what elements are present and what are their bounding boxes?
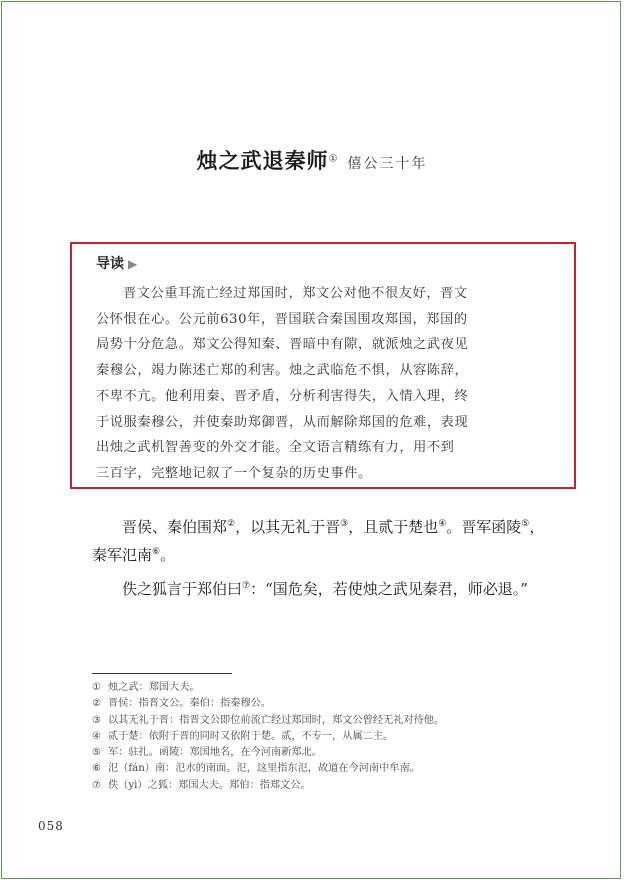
guide-line: 公怀恨在心。公元前630年，晋国联合秦国围攻郑国，郑国的 [96, 311, 468, 327]
guide-heading [96, 253, 137, 273]
main-text [92, 512, 562, 602]
guide-line: 局势十分危急。郑文公得知秦、晋暗中有隙，就派烛之武夜见 [96, 337, 469, 353]
footnote-text: 贰于楚：依附于晋的同时又依附于楚。贰，不专一，从属二主。 [108, 730, 394, 742]
footnote-number: ⑥ [92, 763, 102, 775]
footnote-item [92, 729, 562, 745]
guide-line: 于说服秦穆公，并使秦助郑御晋，从而解除郑国的危难，表现 [96, 414, 469, 430]
page-number: 058 [38, 819, 64, 833]
text-segment: ， [529, 518, 545, 536]
footnote-ref: ⑥ [152, 547, 161, 557]
footnote-item [92, 761, 562, 777]
guide-text [96, 281, 554, 487]
paragraph-1-line-2 [92, 540, 562, 568]
text-segment: 。 [160, 546, 176, 564]
footnote-number: ⑦ [92, 779, 102, 791]
text-segment: ：“国危矣，若使烛之武见秦君，师必退。” [250, 580, 528, 598]
paragraph-2 [92, 574, 562, 602]
footnote-item [92, 778, 562, 794]
guide-line: 秦穆公，竭力陈述亡郑的利害。烛之武临危不惧，从容陈辞， [96, 363, 469, 379]
footnote-text: 烛之武：郑国大夫。 [108, 682, 200, 693]
footnote-item [92, 745, 562, 761]
page-frame [1, 1, 621, 879]
page-title: 烛之武退秦师 [196, 148, 329, 173]
footnote-ref: ⑤ [521, 519, 530, 529]
title-footnote-mark: ① [328, 153, 338, 165]
footnote-number: ② [92, 698, 102, 710]
text-segment: ，且贰于楚也 [348, 518, 439, 536]
footnote-item [92, 680, 562, 696]
text-segment: 秦军氾南 [92, 546, 153, 564]
text-segment: 佚之狐言于郑伯曰 [122, 580, 243, 598]
footnote-text: 晋侯：指晋文公。秦伯：指秦穆公。 [108, 698, 271, 710]
paragraph-1-line-1 [92, 512, 562, 540]
play-arrow-icon: ▶ [128, 257, 138, 271]
footnote-number: ⑤ [92, 747, 102, 759]
guide-box [70, 242, 576, 489]
footnote-number: ③ [92, 714, 102, 726]
footnote-ref: ⑦ [242, 581, 251, 591]
guide-line: 出烛之武机智善变的外交才能。全文语言精练有力，用不到 [96, 440, 455, 456]
footnote-ref: ③ [340, 519, 349, 529]
footnote-text: 佚（yì）之狐：郑国大夫。郑伯：指郑文公。 [108, 779, 311, 791]
title-block [2, 145, 622, 175]
guide-line: 三百字，完整地记叙了一个复杂的历史事件。 [96, 465, 372, 481]
text-segment: 。晋军函陵 [446, 518, 522, 536]
footnote-text: 军：驻扎。函陵：郑国地名，在今河南新郑北。 [108, 747, 322, 759]
guide-line: 晋文公重耳流亡经过郑国时，郑文公对他不很友好，晋文 [123, 286, 468, 301]
text-segment: 晋侯、秦伯围郑 [122, 518, 228, 536]
footnote-number: ④ [92, 730, 102, 742]
footnote-ref: ④ [438, 519, 447, 529]
footnote-text: 氾（fán）南：氾水的南面。氾，这里指东氾，故道在今河南中牟南。 [108, 763, 420, 775]
guide-heading-label: 导读 [96, 256, 124, 272]
title-subtitle: 僖公三十年 [347, 156, 428, 172]
footnotes [92, 680, 562, 794]
guide-line: 不卑不亢。他利用秦、晋矛盾，分析利害得失，入情入理，终 [96, 388, 469, 404]
footnote-item [92, 713, 562, 729]
footnote-divider [92, 673, 232, 674]
footnote-ref: ② [227, 519, 236, 529]
footnote-item [92, 696, 562, 712]
footnote-text: 以其无礼于晋：指晋文公即位前流亡经过郑国时，郑文公曾经无礼对待他。 [108, 714, 445, 726]
footnote-number: ① [92, 682, 102, 693]
text-segment: ，以其无礼于晋 [235, 518, 341, 536]
